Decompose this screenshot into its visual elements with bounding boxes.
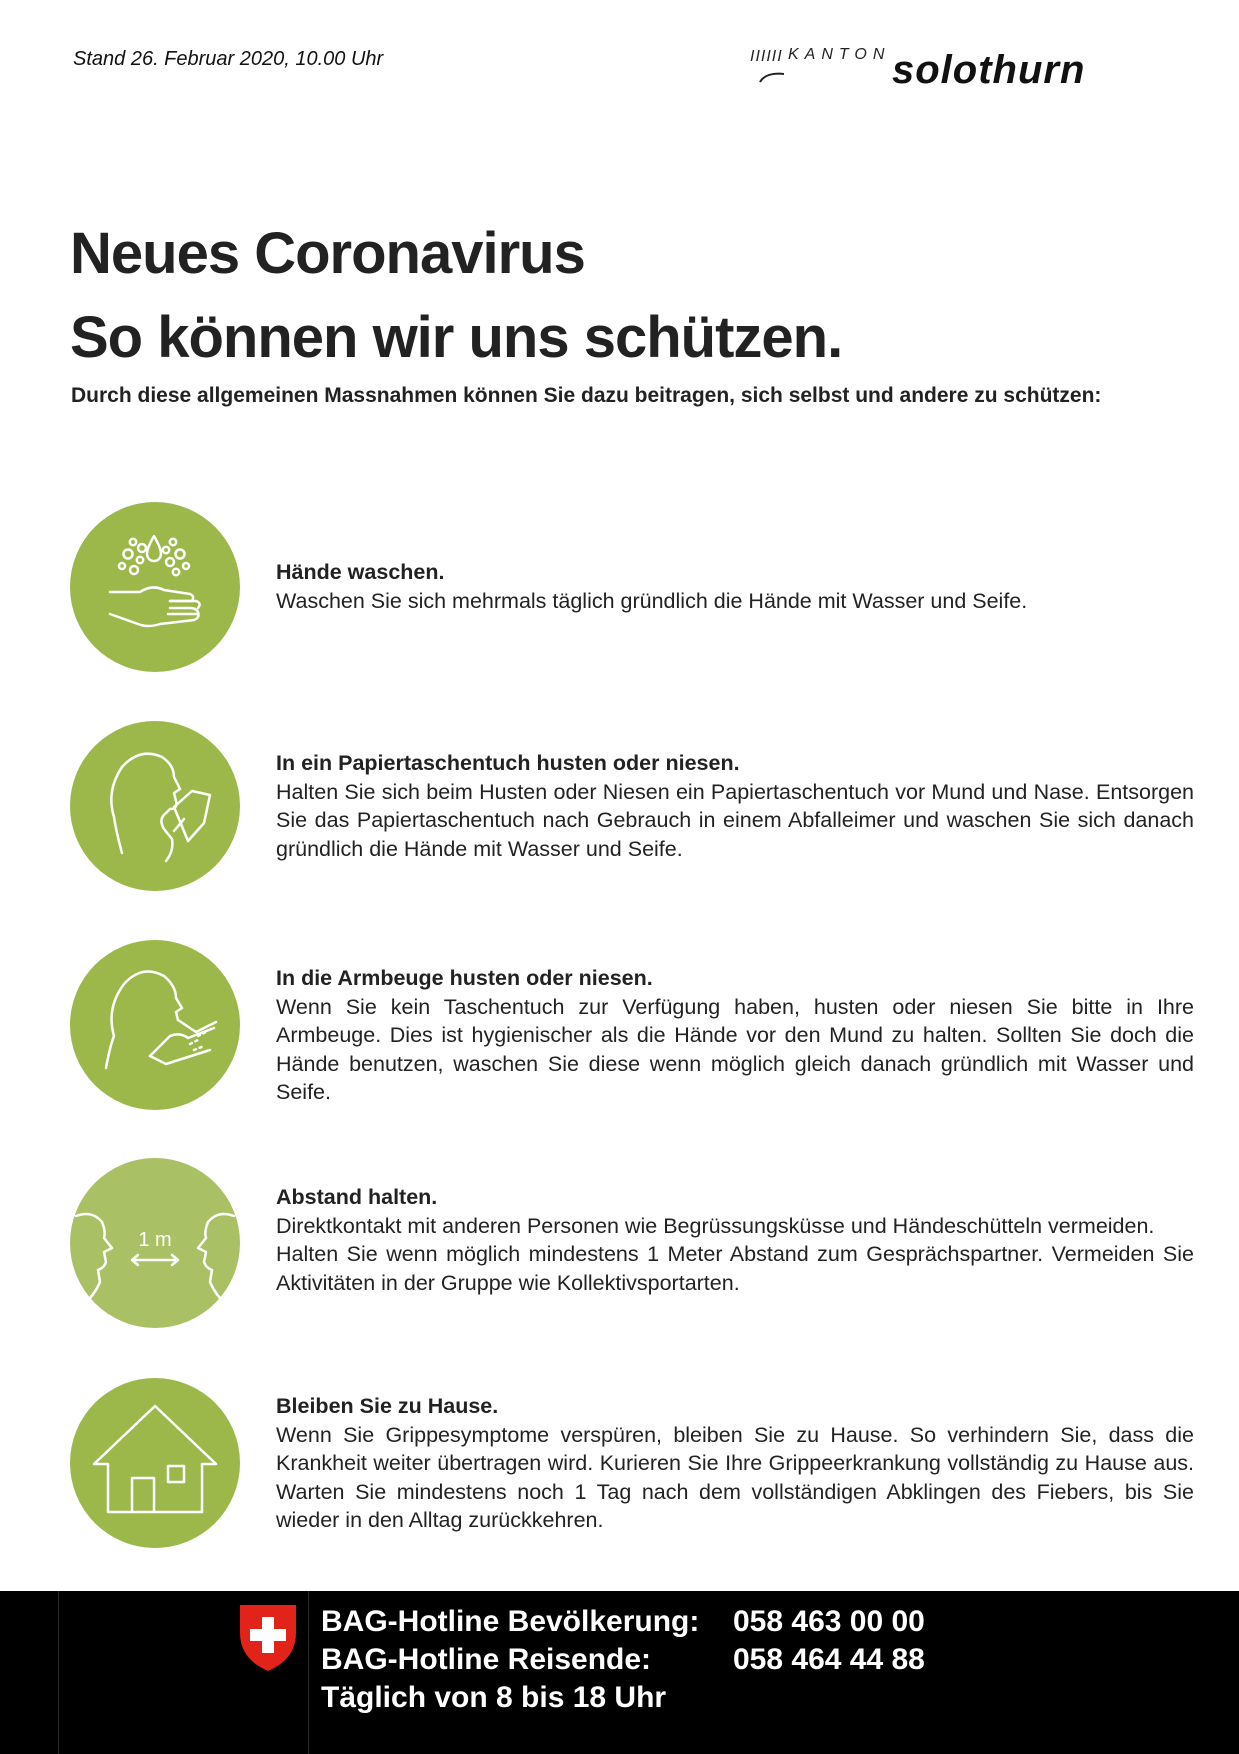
canton-solothurn-logo [750,44,1110,94]
measure-hand-washing [70,502,1130,672]
logo-kanton: KANTON [788,46,891,63]
elbow-cough-icon [70,940,240,1110]
distance-label: 1 m [138,1229,172,1251]
measure-heading: Bleiben Sie zu Hause. [276,1394,499,1418]
measure-body: Wenn Sie kein Taschentuch zur Verfügung haben, husten oder niesen Sie bitte in Ihre Armbeuge. Dies ist hygienischer als die Hände vor den Mund zu halten. Sollten Sie doch die Hände benutzen, waschen Sie diese wenn möglich gleich danach gründlich mit Wasser und Seife. [276,994,1194,1104]
tissue-cough-icon [70,721,240,891]
measure-body: Wenn Sie Grippesymptome verspüren, bleiben Sie zu Hause. So verhindern Sie, dass die Krankheit weiter übertragen wird. Kurieren Sie Ihre Grippeerkrankung vollständig zu Hause aus. Warten Sie mindestens noch 1 Tag nach dem vollständigen Abklingen des Fiebers, bis Sie wieder in den Alltag zurückkehren. [276,1422,1194,1532]
hand-washing-icon [70,502,240,672]
measure-body: Waschen Sie sich mehrmals täglich gründlich die Hände mit Wasser und Seife. [276,588,1028,613]
measure-heading: In ein Papiertaschentuch husten oder niesen. [276,751,740,775]
hotline-population-number[interactable]: 058 463 00 00 [733,1605,925,1638]
hotline-hours: Täglich von 8 bis 18 Uhr [321,1681,667,1714]
swiss-shield-icon [238,1603,298,1673]
measure-stay-home [70,1378,1194,1548]
measure-heading: In die Armbeuge husten oder niesen. [276,966,653,990]
title-line-1: Neues Coronavirus [70,221,585,286]
logo-swoosh-icon [758,70,788,84]
document-date: Stand 26. Februar 2020, 10.00 Uhr [73,48,384,70]
house-icon [70,1378,240,1548]
logo-solothurn: solothurn [892,48,1086,92]
measure-distance [70,1158,1194,1328]
measure-tissue [70,721,1194,891]
hotline-travellers-number[interactable]: 058 464 44 88 [733,1643,925,1676]
measure-elbow [70,940,1194,1110]
measure-body: Halten Sie sich beim Husten oder Niesen ein Papiertaschentuch vor Mund und Nase. Entsorgen Sie das Papiertaschentuch nach Gebrauch in einem Abfalleimer und waschen Sie sich danach gründlich die Hände mit Wasser und Seife. [276,779,1194,861]
page-title [70,212,842,380]
distance-icon [70,1158,240,1328]
hotline-travellers-label: BAG-Hotline Reisende: [321,1643,652,1676]
hotline-population-label: BAG-Hotline Bevölkerung: [321,1605,700,1638]
intro-text: Durch diese allgemeinen Massnahmen können Sie dazu beitragen, sich selbst und andere zu schützen: [71,384,1102,407]
title-line-2: So können wir uns schützen. [70,305,843,370]
measure-heading: Hände waschen. [276,560,445,584]
footer-separator [58,1591,59,1754]
measure-heading: Abstand halten. [276,1185,438,1209]
hotline-footer [0,1591,1239,1754]
logo-bars: IIIIII [750,48,783,65]
footer-separator [308,1591,309,1754]
measure-body: Direktkontakt mit anderen Personen wie Begrüssungsküsse und Händeschütteln vermeiden. Halten Sie wenn möglich mindestens 1 Meter Abstand zum Gesprächspartner. Vermeiden Sie Aktivitäten in der Gruppe wie Kollektivsportarten. [276,1213,1194,1295]
